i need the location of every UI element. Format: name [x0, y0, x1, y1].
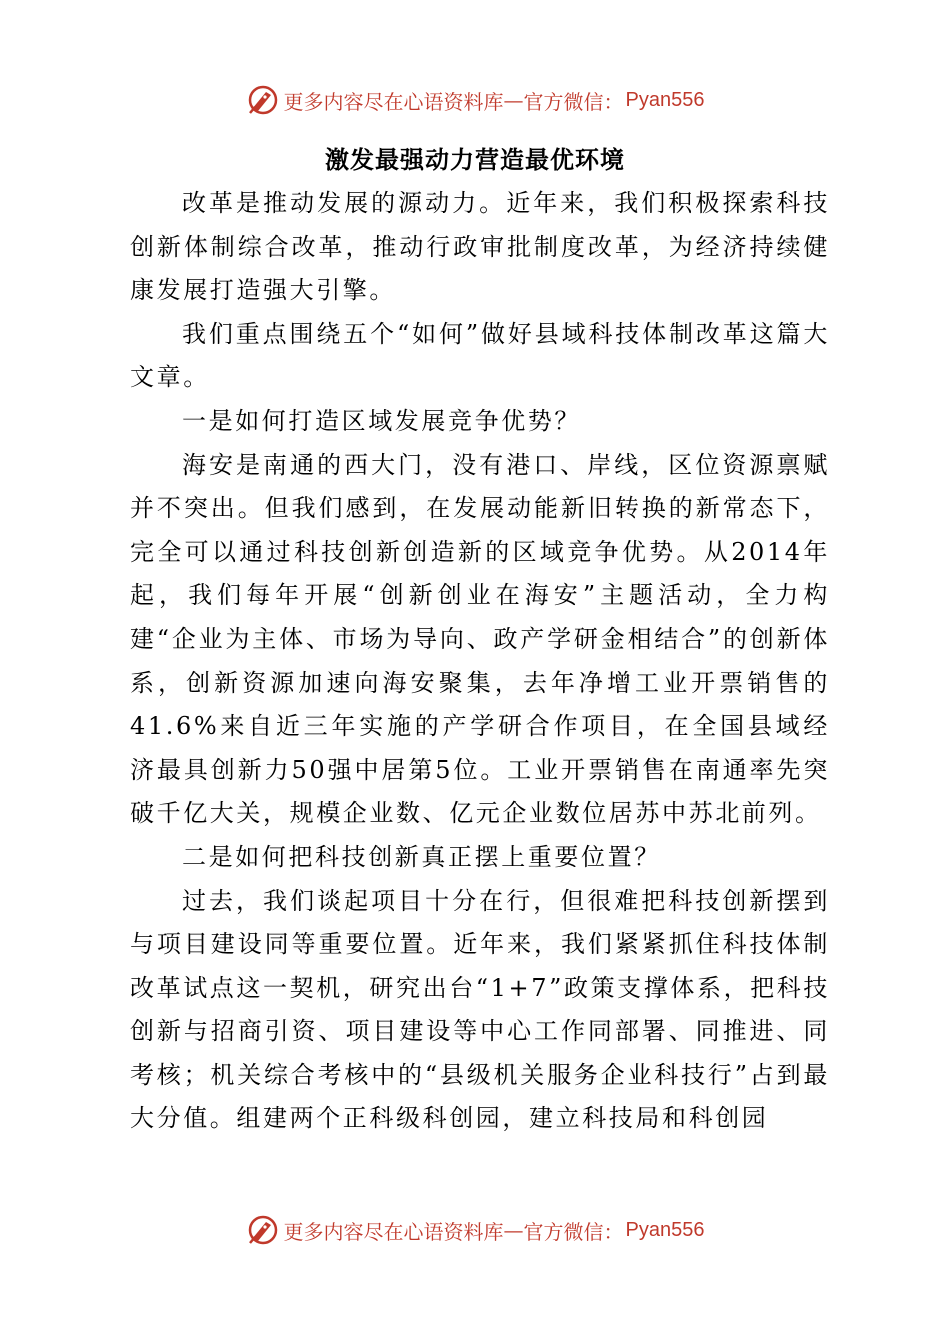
paragraph: 一是如何打造区域发展竞争优势？ [182, 406, 581, 435]
watermark-text: 更多内容尽在心语资料库 [283, 89, 504, 114]
document-body [130, 182, 830, 1141]
paragraph: 改革是推动发展的源动力。近年来，我们积极探索科技创新体制综合改革，推动行政审批制度改革，为经济持续健康发展打造强大引擎。 [130, 189, 830, 305]
watermark-separator: — [503, 88, 524, 112]
watermark-header [0, 80, 950, 120]
document-title: 激发最强动力营造最优环境 [325, 146, 625, 174]
watermark-footer [0, 1210, 950, 1250]
paragraph: 二是如何把科技创新真正摆上重要位置？ [182, 842, 661, 871]
watermark-wechat-label: 官方微信： [523, 1219, 624, 1244]
pen-nib-logo-icon [246, 83, 280, 117]
watermark-wechat-id: Pyan556 [625, 1218, 705, 1241]
watermark-wechat-label: 官方微信： [523, 89, 624, 114]
paragraph: 我们重点围绕五个“如何”做好县域科技体制改革这篇大文章。 [130, 319, 830, 392]
paragraph: 海安是南通的西大门，没有港口、岸线，区位资源禀赋并不突出。但我们感到，在发展动能新旧转换的新常态下，完全可以通过科技创新创造新的区域竞争优势。从2014年起，我们每年开展“创新创业在海安”主题活动，全力构建“企业为主体、市场为导向、政产学研金相结合”的创新体系，创新资源加速向海安聚集，去年净增工业开票销售的41.6%来自近三年实施的产学研合作项目，在全国县域经济最具创新力50强中居第5位。工业开票销售在南通率先突破千亿大关，规模企业数、亿元企业数位居苏中苏北前列。 [130, 450, 830, 828]
watermark-wechat-id: Pyan556 [625, 88, 705, 111]
watermark-text: 更多内容尽在心语资料库 [283, 1219, 504, 1244]
pen-nib-logo-icon [246, 1213, 280, 1247]
paragraph: 过去，我们谈起项目十分在行，但很难把科技创新摆到与项目建设同等重要位置。近年来，我们紧紧抓住科技体制改革试点这一契机，研究出台“1+7”政策支撑体系，把科技创新与招商引资、项目建设等中心工作同部署、同推进、同考核；机关综合考核中的“县级机关服务企业科技行”占到最大分值。组建两个正科级科创园，建立科技局和科创园 [130, 886, 830, 1133]
watermark-separator: — [503, 1218, 524, 1242]
